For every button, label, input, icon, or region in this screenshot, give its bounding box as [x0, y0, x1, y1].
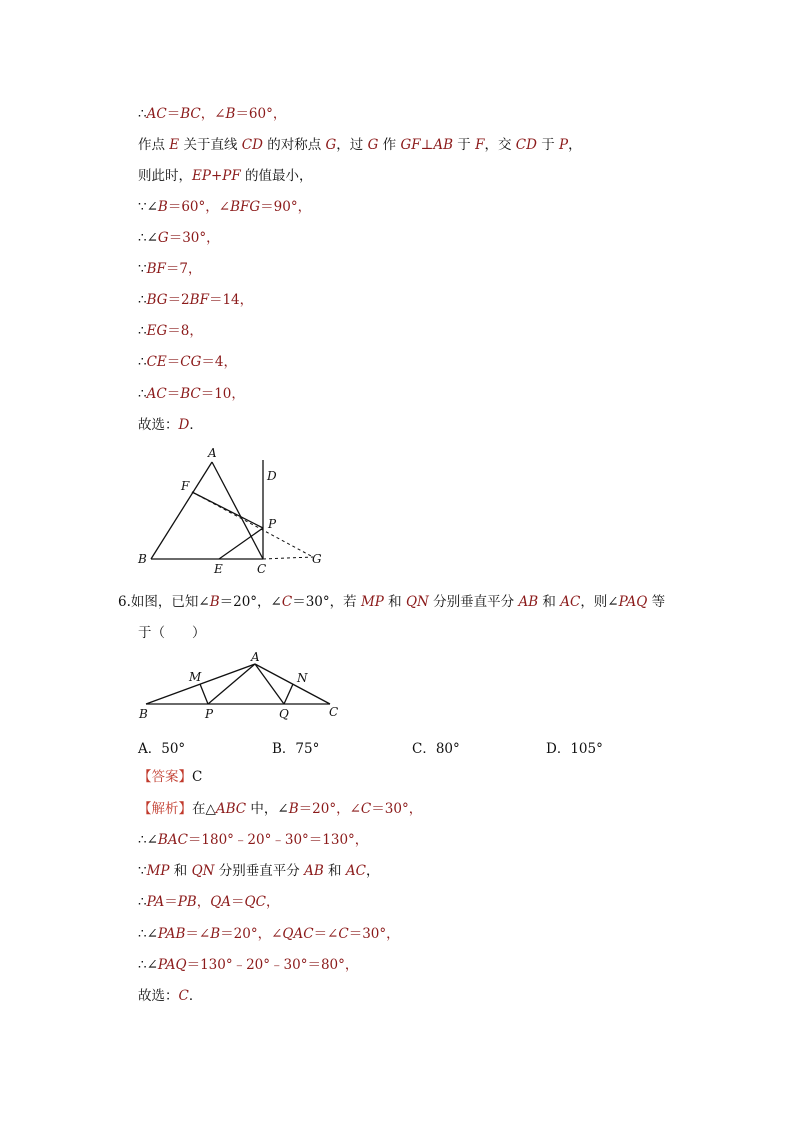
solution-line-6: ∵BF＝7，: [138, 261, 202, 277]
analysis-line-1: 【解析】在△ABC 中，∠B＝20°，∠C＝30°，: [138, 801, 423, 817]
option-a[interactable]: A．50°: [138, 741, 186, 757]
label-B: B: [138, 552, 147, 566]
label-C: C: [329, 705, 339, 719]
answer-value: C: [192, 769, 203, 785]
option-b[interactable]: B．75°: [272, 741, 320, 757]
solution-line-4: ∵∠B＝60°，∠BFG＝90°，: [138, 199, 312, 215]
figure-triangle-reflection: [130, 440, 330, 580]
solution-line-9: ∴CE＝CG＝4，: [138, 354, 237, 370]
dashed-CG: [263, 557, 313, 559]
solution-line-2: 作点 E 关于直线 CD 的对称点 G，过 G 作 GF⊥AB 于 F，交 CD 于 P，: [138, 137, 582, 153]
segment-AC: [212, 462, 263, 559]
solution-line-1: ∴AC＝BC，∠B＝60°，: [138, 106, 287, 122]
label-Q: Q: [279, 707, 289, 721]
solution-line-5: ∴∠G＝30°，: [138, 230, 220, 246]
analysis-line-5: ∴∠PAB＝∠B＝20°，∠QAC＝∠C＝30°，: [138, 926, 400, 942]
solution-line-10: ∴AC＝BC＝10，: [138, 386, 245, 402]
segment-AP: [208, 664, 255, 704]
analysis-line-3: ∵MP 和 QN 分别垂直平分 AB 和 AC，: [138, 863, 380, 879]
answer-tag: 【答案】: [138, 769, 192, 785]
option-d[interactable]: D．105°: [546, 741, 603, 757]
label-N: N: [297, 671, 308, 685]
segment-AQ: [255, 664, 284, 704]
label-G: G: [312, 552, 322, 566]
label-A: A: [251, 650, 260, 664]
solution-line-11: 故选：D．: [138, 417, 203, 433]
segment-AB: [151, 462, 212, 559]
option-c[interactable]: C．80°: [412, 741, 460, 757]
segment-EP: [219, 528, 263, 559]
segment-MP: [200, 684, 208, 704]
question-6-stem-line-2: 于（ ）: [138, 625, 206, 641]
solution-line-8: ∴EG＝8，: [138, 323, 203, 339]
label-P: P: [268, 517, 277, 531]
label-F: F: [181, 479, 190, 493]
dashed-FG: [192, 492, 313, 557]
segment-FP: [192, 492, 263, 528]
label-D: D: [267, 469, 277, 483]
analysis-line-2: ∴∠BAC＝180°﹣20°﹣30°＝130°，: [138, 832, 369, 848]
solution-line-7: ∴BG＝2BF＝14，: [138, 292, 254, 308]
segment-QN: [284, 684, 293, 704]
label-M: M: [189, 670, 202, 684]
analysis-line-4: ∴PA＝PB，QA＝QC，: [138, 894, 280, 910]
analysis-line-7: 故选：C．: [138, 988, 203, 1004]
label-B: B: [139, 707, 148, 721]
label-P: P: [205, 707, 214, 721]
answer-line: [138, 768, 202, 786]
question-6-stem-line-1: 6.如图，已知∠B＝20°，∠C＝30°，若 MP 和 QN 分别垂直平分 AB 和 AC，则∠PAQ 等: [118, 594, 666, 610]
label-C: C: [257, 562, 267, 576]
label-A: A: [208, 446, 217, 460]
label-E: E: [214, 562, 223, 576]
solution-line-3: 则此时，EP+PF 的值最小，: [138, 168, 313, 184]
analysis-line-6: ∴∠PAQ＝130°﹣20°﹣30°＝80°，: [138, 957, 359, 973]
figure-perpendicular-bisectors: [130, 648, 350, 724]
